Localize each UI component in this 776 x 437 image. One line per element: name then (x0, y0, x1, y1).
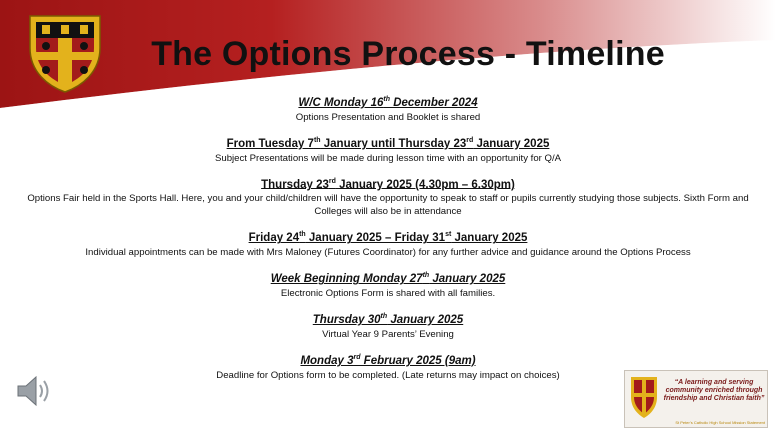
timeline-entry (20, 227, 756, 259)
mission-quote: “A learning and serving community enriched through friendship and Christian faith” (663, 379, 765, 402)
heading-text: February 2025 (9am) (360, 354, 476, 367)
heading-text: January 2025 (451, 232, 528, 245)
heading-text: Monday 3 (300, 354, 354, 367)
heading-text: January 2025 (4.30pm – 6.30pm) (335, 178, 515, 191)
heading-text: January 2025 (429, 273, 506, 286)
mission-caption: St Peter’s Catholic High School Mission Statement (675, 420, 765, 425)
heading-text: Thursday 23 (261, 178, 329, 191)
timeline-entry-description: Options Fair held in the Sports Hall. Here, you and your child/children will have the opportunity to speak to staff or pupils currently studying those subjects. Sixth Form and Colleges will also be in attendance (27, 193, 749, 218)
date-ordinal-suffix: th (380, 313, 388, 321)
timeline-entry-heading (20, 92, 756, 111)
timeline-entry (20, 92, 756, 124)
heading-text: January 2025 (473, 137, 550, 150)
date-ordinal-suffix: th (422, 272, 430, 280)
timeline-entry (20, 309, 756, 341)
mission-statement-badge (624, 370, 768, 428)
badge-crest-icon (629, 375, 659, 419)
timeline-entry-heading (20, 227, 756, 246)
timeline-entry-description: Options Presentation and Booklet is shared (295, 111, 481, 123)
timeline-entry-heading (20, 174, 756, 193)
timeline-entry-description: Subject Presentations will be made during lesson time with an opportunity for Q/A (214, 152, 562, 164)
date-ordinal-suffix: st (445, 231, 452, 239)
date-ordinal-suffix: rd (328, 177, 336, 185)
heading-text: December 2024 (390, 96, 478, 109)
heading-text: Thursday 30 (312, 313, 381, 326)
date-ordinal-suffix: rd (466, 136, 474, 144)
options-timeline (20, 92, 756, 391)
timeline-entry-description: Deadline for Options form to be completed. (Late returns may impact on choices) (216, 369, 560, 381)
date-ordinal-suffix: th (299, 231, 306, 239)
heading-text: Week Beginning Monday 27 (270, 273, 423, 286)
heading-text: W/C Monday 16 (298, 96, 384, 109)
page-title: The Options Process - Timeline (151, 34, 665, 73)
timeline-entry-heading (20, 133, 756, 152)
timeline-entry-description: Electronic Options Form is shared with all families. (280, 288, 496, 300)
speaker-icon[interactable] (14, 373, 54, 409)
timeline-entry (20, 268, 756, 300)
timeline-entry (20, 133, 756, 165)
timeline-entry-description: Individual appointments can be made with Mrs Maloney (Futures Coordinator) for any further advice and guidance around the Options Process (85, 247, 691, 259)
heading-text: From Tuesday 7 (226, 137, 314, 150)
heading-text: Friday 24 (248, 232, 300, 245)
timeline-entry-heading (20, 350, 756, 369)
heading-text: January 2025 – Friday 31 (305, 232, 446, 245)
heading-text: January 2025 (387, 313, 464, 326)
heading-text: January until Thursday 23 (320, 137, 467, 150)
timeline-entry-heading (20, 268, 756, 287)
timeline-entry-description: Virtual Year 9 Parents’ Evening (322, 328, 454, 340)
date-ordinal-suffix: th (383, 96, 390, 103)
date-ordinal-suffix: th (313, 136, 321, 144)
date-ordinal-suffix: rd (353, 353, 361, 361)
timeline-entry-heading (20, 309, 756, 328)
timeline-entry (20, 174, 756, 219)
